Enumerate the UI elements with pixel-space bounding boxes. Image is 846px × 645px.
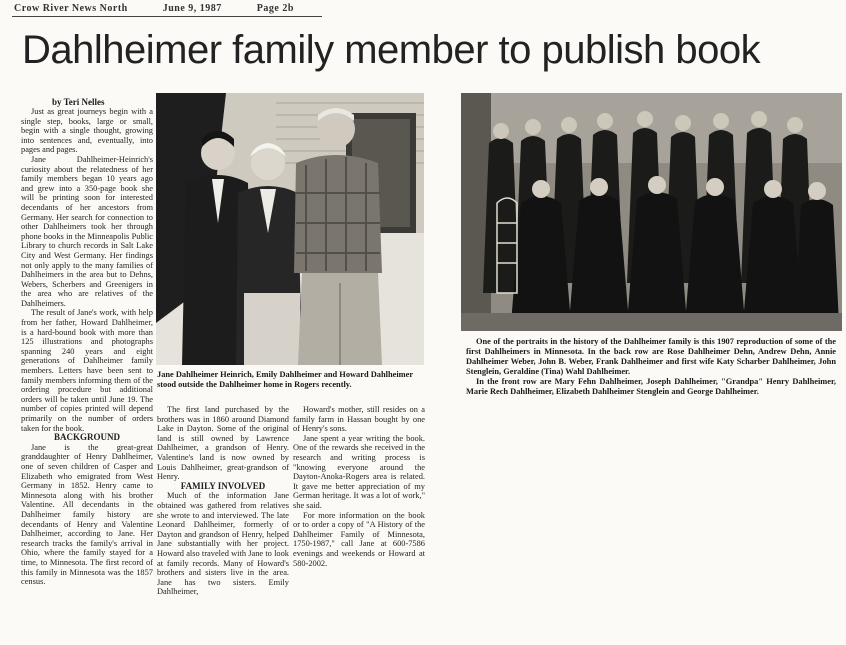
paragraph: Much of the information Jane obtained was gathered from relatives she wrote to and interviewed. The late Leonard Dahlheimer, formerly of Dayton and grandson of Henry, helped Jane substantially with her project. Howard also traveled with Jane to look at family records. Many of Howard's brothers and sisters live in the area. Jane has two sisters. Emily Dahlheimer, (157, 491, 289, 597)
photo-caption-2 (466, 337, 836, 397)
photo-caption-1: Jane Dahlheimer Heinrich, Emily Dahlheimer and Howard Dahlheimer stood outside the Dahlheimer home in Rogers recently. (157, 370, 413, 389)
article-column-2 (157, 405, 289, 597)
subhead-family-involved: FAMILY INVOLVED (180, 480, 266, 491)
article-column-3 (293, 405, 425, 568)
family-photo-outside-home (156, 93, 424, 365)
paragraph: Jane spent a year writing the book. One of the rewards she received in the research and writing process is "knowing everyone around the Dayton-Anoka-Rogers area is related. It gave me better appreciation of my German heritage. It was a lot of work," she said. (293, 433, 425, 510)
historic-family-portrait-1907 (461, 93, 842, 331)
paragraph: Jane Dahlheimer-Heinrich's curiosity about the relatedness of her family members began 10 years ago and grew into a 350-page book she will be printing soon for interested decendants of her ancestors from Germany. Her search for connection to other Dahlheimers took her through phone books in the Minneapolis Public Library to church records in Salt Lake City and West Germany. Her findings not only apply to the many families of Dahlheimers in the area but to Dehns, Webers, Scherbers and Greenigers in the area who are relatives of the Dahlheimers. (21, 154, 153, 308)
masthead (14, 3, 326, 14)
subhead-background: BACKGROUND (53, 432, 120, 443)
paragraph: Howard's mother, still resides on a family farm in Hassan bought by one of Henry's sons. (293, 405, 425, 434)
paragraph: Jane is the great-great granddaughter of Henry Dahlheimer, one of seven children of Casper and Elizabeth who emigrated from West Germany in 1852. Henry came to Minnesota along with his brother Valentine. All decendants in the Dahlheimer family history are decendants of Henry and Valentine Dahlheimer, according to Jane. Her research tracks the family's arrival in Ohio, where the family stayed for a time, to Minnesota. The first record of this family in Minnesota was the 1857 census. (21, 442, 153, 587)
headline: Dahlheimer family member to publish book (22, 28, 761, 72)
paragraph: The result of Jane's work, with help from her father, Howard Dahlheimer, is a hard-bound book with more than 125 illustrations and photographs spanning 240 years and eight generations of Dahlheimer family members. Letters have been sent to family members informing them of the ordering procedure but additional orders will be taken until June 19. The number of copies printed will depend primarily on the number of orders taken for the book. (21, 308, 153, 433)
article-column-1 (21, 107, 153, 587)
caption-paragraph: In the front row are Mary Fehn Dahlheimer, Joseph Dahlheimer, "Grandpa" Henry Dahlheimer, Marie Rech Dahlheimer, Elizabeth Dahlheimer Stenglein and George Dahlheimer. (466, 377, 836, 396)
newspaper-name: Crow River News North (14, 3, 128, 14)
masthead-rule (12, 16, 322, 17)
paragraph: The first land purchased by the brothers was in 1860 around Diamond Lake in Dayton. Some of the original land is still owned by Lawrence Dahlheimer, a grandson of Henry. Valentine's land is now owned by Louis Dahlheimer, great-grandson of Henry. (157, 405, 289, 482)
issue-date: June 9, 1987 (162, 3, 222, 14)
byline: by Teri Nelles (52, 97, 105, 107)
caption-paragraph: One of the portraits in the history of the Dahlheimer family is this 1907 reproduction of some of the first Dahlheimers in Minnesota. In the back row are Rose Dahlheimer Dehn, Andrew Dehn, Annie Dahlheimer Weber, John B. Weber, Frank Dahlheimer and first wife Katy Scharber Dahlheimer, John Stenglein, Geraldine (Tina) Wahl Dahlheimer. (466, 337, 836, 376)
paragraph: For more information on the book or to order a copy of "A History of the Dahlheimer Family of Minnesota, 1750-1987," call Jane at 600-7586 evenings and weekends or Howard at 580-2002. (293, 510, 425, 568)
paragraph: Just as great journeys begin with a single step, books, large or small, begin with a single thought, growing into sentences and, eventually, into pages and pages. (21, 107, 153, 155)
page-number: Page 2b (256, 3, 294, 14)
